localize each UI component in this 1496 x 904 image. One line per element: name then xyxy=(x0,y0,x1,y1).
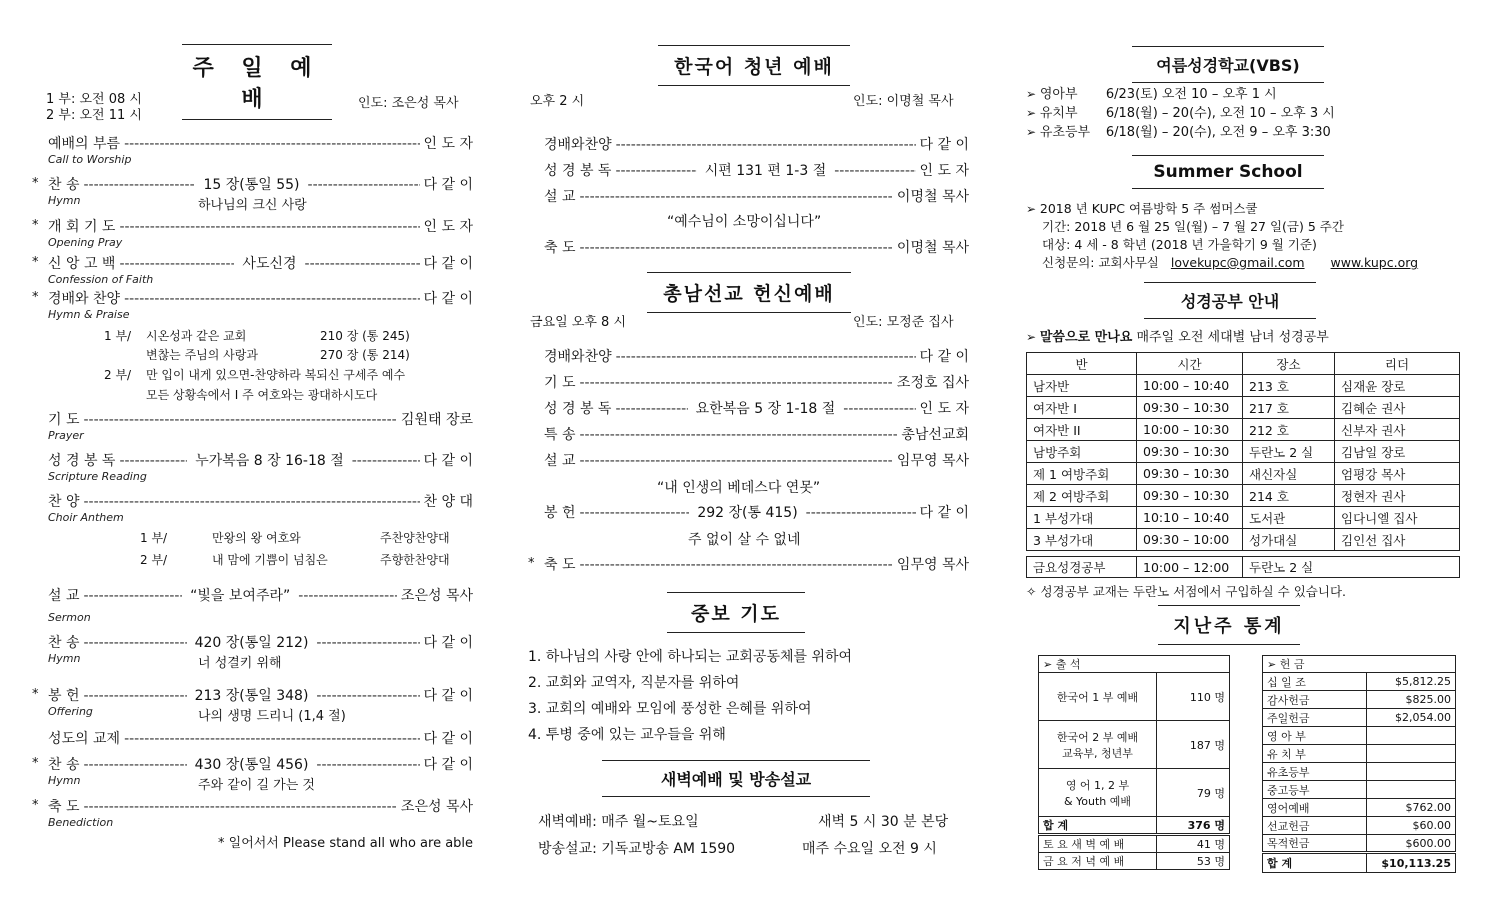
website-link[interactable]: www.kupc.org xyxy=(1330,255,1419,270)
praise-song: 2 부/ 만 입이 내게 있으면-찬양하라 복되신 구세주 예수 xyxy=(104,368,406,382)
dawn-service-time: 새벽 5 시 30 분 본당 xyxy=(818,814,949,830)
prayer-item: 4. 투병 중에 있는 교우들을 위해 xyxy=(528,727,726,743)
item-english: Hymn xyxy=(48,652,81,665)
sunday-leader: 인도: 조은성 목사 xyxy=(358,96,459,111)
table-row: 3 부성가대 09:30 – 10:00 성가대실 김인선 집사 xyxy=(1027,529,1460,551)
radio-sermon: 방송설교: 기독교방송 AM 1590 xyxy=(538,841,736,857)
stand-marker: * xyxy=(32,687,39,702)
table-row: 제 2 여방주회 09:30 – 10:30 214 호 정현자 권사 xyxy=(1027,485,1460,507)
item-leader: 다 같 이 xyxy=(423,688,473,704)
item-leader: 조정호 집사 xyxy=(896,375,969,391)
stand-marker: * xyxy=(32,255,39,270)
worship-item xyxy=(48,450,473,470)
stand-marker: * xyxy=(528,556,535,571)
sunday-worship-title: 주 일 예 배 xyxy=(182,44,332,120)
item-leader: 다 같 이 xyxy=(919,137,969,153)
stand-footnote: * 일어서서 Please stand all who are able xyxy=(218,836,474,851)
service-times xyxy=(46,92,142,124)
attendance-table xyxy=(1038,655,1230,870)
vbs-item: ➢ 영아부 6/23(토) 오전 10 – 오후 1 시 xyxy=(1026,85,1335,104)
hymn-title: 주와 같이 길 가는 것 xyxy=(198,778,315,793)
table-row: 한국어 1 부 예배 110 명 xyxy=(1039,673,1230,721)
item-label: 봉 헌 xyxy=(48,688,80,704)
vbs-item: ➢ 유초등부 6/18(월) – 20(수), 오전 9 – 오후 3:30 xyxy=(1026,123,1335,142)
praise-song: 모든 상황속에서 I 주 여호와는 광대하시도다 xyxy=(146,388,378,402)
item-label: 설 교 xyxy=(48,588,80,604)
bible-study-headline: ➢ 말씀으로 만나요 매주일 오전 세대별 남녀 성경공부 xyxy=(1026,326,1329,345)
table-row: 남방주회 09:30 – 10:30 두란노 2 실 김남일 장로 xyxy=(1027,441,1460,463)
worship-item xyxy=(48,685,473,705)
item-detail: 420 장(통일 212) xyxy=(194,635,309,651)
summer-school-title: Summer School xyxy=(1132,155,1324,189)
item-detail: 213 장(통일 348) xyxy=(194,688,309,704)
item-leader: 다 같 이 xyxy=(423,731,473,747)
table-row: 토 요 새 벽 예 배 41 명 xyxy=(1039,835,1230,853)
item-english: Benediction xyxy=(48,816,114,829)
intercession-title: 중보 기도 xyxy=(667,592,805,633)
worship-item xyxy=(48,216,473,236)
item-english: Call to Worship xyxy=(48,153,132,166)
worship-item xyxy=(48,133,473,153)
item-label: 설 교 xyxy=(544,453,576,469)
item-leader: 김원태 장로 xyxy=(400,412,473,428)
stand-marker: * xyxy=(32,218,39,233)
mission-time: 금요일 오후 8 시 xyxy=(530,315,627,330)
item-detail: “빛을 보여주라” xyxy=(190,588,291,604)
stand-marker: * xyxy=(32,798,39,813)
worship-item xyxy=(544,372,969,392)
service-time-2: 2 부: 오전 11 시 xyxy=(46,108,142,123)
worship-item xyxy=(48,174,473,194)
worship-item xyxy=(48,253,473,273)
item-leader: 조은성 목사 xyxy=(400,799,473,815)
worship-item xyxy=(544,346,969,366)
item-label: 찬 양 xyxy=(48,494,80,510)
item-english: Offering xyxy=(48,705,93,718)
worship-item xyxy=(544,424,969,444)
table-row: 감사헌금 $825.00 xyxy=(1263,691,1456,709)
item-label: 예배의 부름 xyxy=(48,136,121,152)
worship-item xyxy=(544,160,969,180)
item-label: 축 도 xyxy=(48,799,80,815)
item-english: Scripture Reading xyxy=(48,470,147,483)
table-row: 1 부성가대 10:10 – 10:40 도서관 임다니엘 집사 xyxy=(1027,507,1460,529)
choir-anthem: 1 부/ 만왕의 왕 여호와 주찬양찬양대 xyxy=(140,531,450,545)
worship-item xyxy=(544,186,969,206)
worship-item xyxy=(48,728,473,748)
item-leader: 이명철 목사 xyxy=(896,240,969,256)
column-sunday-worship xyxy=(0,0,500,904)
item-english: Prayer xyxy=(48,429,84,442)
worship-item xyxy=(544,450,969,470)
radio-sermon-time: 매주 수요일 오전 9 시 xyxy=(802,841,937,857)
table-row: 한국어 2 부 예배 교육부, 청년부 187 명 xyxy=(1039,721,1230,769)
worship-item xyxy=(48,288,473,308)
prayer-list xyxy=(528,644,852,748)
vbs-title: 여름성경학교(VBS) xyxy=(1132,46,1324,83)
worship-item xyxy=(544,398,969,418)
table-row: 선교헌금 $60.00 xyxy=(1263,817,1456,835)
item-detail: 요한복음 5 장 1-18 절 xyxy=(695,401,836,417)
worship-item xyxy=(48,754,473,774)
worship-item xyxy=(48,796,473,816)
choir-anthem: 2 부/ 내 맘에 기쁨이 넘침은 주향한찬양대 xyxy=(140,553,450,567)
prayer-item: 3. 교회의 예배와 모임에 풍성한 은혜를 위하여 xyxy=(528,701,812,717)
attendance-total-row: 합 계 376 명 xyxy=(1039,817,1230,835)
stand-marker: * xyxy=(32,756,39,771)
study-note: ✧ 성경공부 교재는 두란노 서점에서 구입하실 수 있습니다. xyxy=(1026,584,1346,599)
table-row: 남자반 10:00 – 10:40 213 호 심재윤 장로 xyxy=(1027,375,1460,397)
item-leader: 인 도 자 xyxy=(919,401,969,417)
mission-worship-title: 총남선교 헌신예배 xyxy=(647,272,851,313)
column-header: 반 xyxy=(1027,353,1137,375)
column-header: 시간 xyxy=(1137,353,1243,375)
youth-sermon-title: “예수님이 소망이십니다” xyxy=(667,214,822,230)
table-row: 영 아 부 xyxy=(1263,727,1456,745)
offering-table xyxy=(1262,655,1456,873)
item-label: 경배와찬양 xyxy=(544,349,612,365)
item-label: 봉 헌 xyxy=(544,505,576,521)
item-leader: 임무영 목사 xyxy=(896,557,969,573)
hymn-title: 하나님의 크신 사랑 xyxy=(198,198,307,213)
item-leader: 다 같 이 xyxy=(919,349,969,365)
table-row: 금요성경공부 10:00 – 12:00 두란노 2 실 xyxy=(1027,557,1460,578)
column-header: 리더 xyxy=(1335,353,1460,375)
service-time-1: 1 부: 오전 08 시 xyxy=(46,92,142,107)
item-label: 기 도 xyxy=(48,412,80,428)
item-leader: 인 도 자 xyxy=(423,136,473,152)
stand-marker: * xyxy=(32,290,39,305)
item-detail: 430 장(통일 456) xyxy=(194,757,309,773)
item-label: 경배와찬양 xyxy=(544,137,612,153)
item-label: 축 도 xyxy=(544,557,576,573)
table-header-row xyxy=(1027,353,1460,375)
bible-study-table xyxy=(1026,352,1460,551)
stats-title: 지난주 통계 xyxy=(1158,605,1300,645)
worship-item xyxy=(544,134,969,154)
summer-target: 대상: 4 세 - 8 학년 (2018 년 가을학기 9 월 기준) xyxy=(1042,237,1317,252)
youth-leader: 인도: 이명철 목사 xyxy=(853,94,954,109)
table-row: 여자반 I 09:30 – 10:30 217 호 김혜순 권사 xyxy=(1027,397,1460,419)
item-detail: 시편 131 편 1-3 절 xyxy=(704,163,827,179)
summer-period: 기간: 2018 년 6 월 25 일(월) – 7 월 27 일(금) 5 주간 xyxy=(1042,219,1344,234)
item-leader: 인 도 자 xyxy=(423,219,473,235)
table-row: 유 치 부 xyxy=(1263,745,1456,763)
item-leader: 조은성 목사 xyxy=(400,588,473,604)
table-row: 제 1 여방주회 09:30 – 10:30 새신자실 엄평강 목사 xyxy=(1027,463,1460,485)
stand-marker: * xyxy=(32,176,39,191)
table-row: 금 요 저 녁 예 배 53 명 xyxy=(1039,853,1230,870)
column-youth-and-prayer xyxy=(510,0,990,904)
item-leader: 다 같 이 xyxy=(423,757,473,773)
item-label: 성 경 봉 독 xyxy=(48,453,116,469)
item-leader: 다 같 이 xyxy=(423,291,473,307)
item-label: 성 경 봉 독 xyxy=(544,163,612,179)
vbs-item: ➢ 유치부 6/18(월) – 20(수), 오전 10 – 오후 3 시 xyxy=(1026,104,1335,123)
mission-sermon-title: “내 인생의 베데스다 연못” xyxy=(657,480,821,496)
table-row: 영 어 1, 2 부 & Youth 예배 79 명 xyxy=(1039,769,1230,817)
mission-offering-hymn: 주 없이 살 수 없네 xyxy=(688,532,801,548)
summer-school-info xyxy=(1026,200,1418,272)
item-label: 신 앙 고 백 xyxy=(48,256,116,272)
hymn-title: 너 성결키 위해 xyxy=(198,656,282,671)
item-english: Choir Anthem xyxy=(48,511,124,524)
item-detail: 292 장(통 415) xyxy=(697,505,798,521)
item-detail: 사도신경 xyxy=(242,256,297,272)
offering-header: ➢ 헌 금 xyxy=(1263,656,1456,673)
summer-contact: 신청문의: 교회사무실 lovekupc@gmail.com www.kupc.org xyxy=(1042,255,1419,270)
item-label: 찬 송 xyxy=(48,757,80,773)
mission-leader: 인도: 모정준 집사 xyxy=(853,315,954,330)
item-leader: 인 도 자 xyxy=(919,163,969,179)
table-row: 목적헌금 $600.00 xyxy=(1263,835,1456,853)
attendance-header: ➢ 출 석 xyxy=(1039,656,1230,673)
column-header: 장소 xyxy=(1243,353,1335,375)
item-label: 축 도 xyxy=(544,240,576,256)
worship-item xyxy=(48,491,473,511)
item-leader: 다 같 이 xyxy=(423,256,473,272)
worship-item xyxy=(48,585,473,605)
prayer-item: 1. 하나님의 사랑 안에 하나되는 교회공동체를 위하여 xyxy=(528,649,853,665)
worship-item xyxy=(48,632,473,652)
email-link[interactable]: lovekupc@gmail.com xyxy=(1170,255,1305,270)
worship-item xyxy=(544,237,969,257)
hymn-title: 나의 생명 드리니 (1,4 절) xyxy=(198,709,346,724)
item-leader: 다 같 이 xyxy=(423,177,473,193)
dawn-broadcast-title: 새벽예배 및 방송설교 xyxy=(602,760,870,797)
worship-item xyxy=(48,409,473,429)
item-label: 경배와 찬양 xyxy=(48,291,121,307)
item-english: Sermon xyxy=(48,611,91,624)
offering-total-row: 합 계 $10,113.25 xyxy=(1263,853,1456,873)
dawn-service: 새벽예배: 매주 월~토요일 xyxy=(538,814,699,830)
praise-song: 변찮는 주님의 사랑과 270 장 (통 214) xyxy=(146,348,410,362)
youth-worship-title: 한국어 청년 예배 xyxy=(658,45,850,86)
item-leader: 다 같 이 xyxy=(919,505,969,521)
item-leader: 총남선교회 xyxy=(901,427,969,443)
table-row: 영어예배 $762.00 xyxy=(1263,799,1456,817)
table-row: 십 일 조 $5,812.25 xyxy=(1263,673,1456,691)
item-label: 설 교 xyxy=(544,189,576,205)
prayer-item: 2. 교회와 교역자, 직분자를 위하여 xyxy=(528,675,740,691)
column-announcements xyxy=(1000,0,1496,904)
item-leader: 찬 양 대 xyxy=(423,494,473,510)
item-english: Hymn xyxy=(48,194,81,207)
item-detail: 누가복음 8 장 16-18 절 xyxy=(195,453,344,469)
item-detail: 15 장(통일 55) xyxy=(203,177,300,193)
bible-study-title: 성경공부 안내 xyxy=(1144,282,1316,319)
vbs-list xyxy=(1026,85,1335,142)
worship-item xyxy=(544,554,969,574)
table-row: 여자반 II 10:00 – 10:30 212 호 신부자 권사 xyxy=(1027,419,1460,441)
worship-item xyxy=(544,502,969,522)
item-leader: 이명철 목사 xyxy=(896,189,969,205)
item-label: 찬 송 xyxy=(48,635,80,651)
youth-time: 오후 2 시 xyxy=(530,94,585,109)
item-leader: 다 같 이 xyxy=(423,635,473,651)
item-label: 기 도 xyxy=(544,375,576,391)
table-row: 주일헌금 $2,054.00 xyxy=(1263,709,1456,727)
item-english: Hymn xyxy=(48,774,81,787)
item-label: 찬 송 xyxy=(48,177,80,193)
item-english: Opening Pray xyxy=(48,236,123,249)
item-label: 특 송 xyxy=(544,427,576,443)
friday-study-table xyxy=(1026,556,1460,578)
item-label: 개 회 기 도 xyxy=(48,219,116,235)
item-leader: 임무영 목사 xyxy=(896,453,969,469)
item-leader: 다 같 이 xyxy=(423,453,473,469)
table-row: 유초등부 xyxy=(1263,763,1456,781)
praise-song: 1 부/ 시온성과 같은 교회 210 장 (통 245) xyxy=(104,329,410,343)
item-label: 성도의 교제 xyxy=(48,731,121,747)
item-english: Confession of Faith xyxy=(48,273,154,286)
item-english: Hymn & Praise xyxy=(48,308,130,321)
summer-school-headline: ➢ 2018 년 KUPC 여름방학 5 주 썸머스쿨 xyxy=(1026,200,1418,218)
item-label: 성 경 봉 독 xyxy=(544,401,612,417)
table-row: 중고등부 xyxy=(1263,781,1456,799)
